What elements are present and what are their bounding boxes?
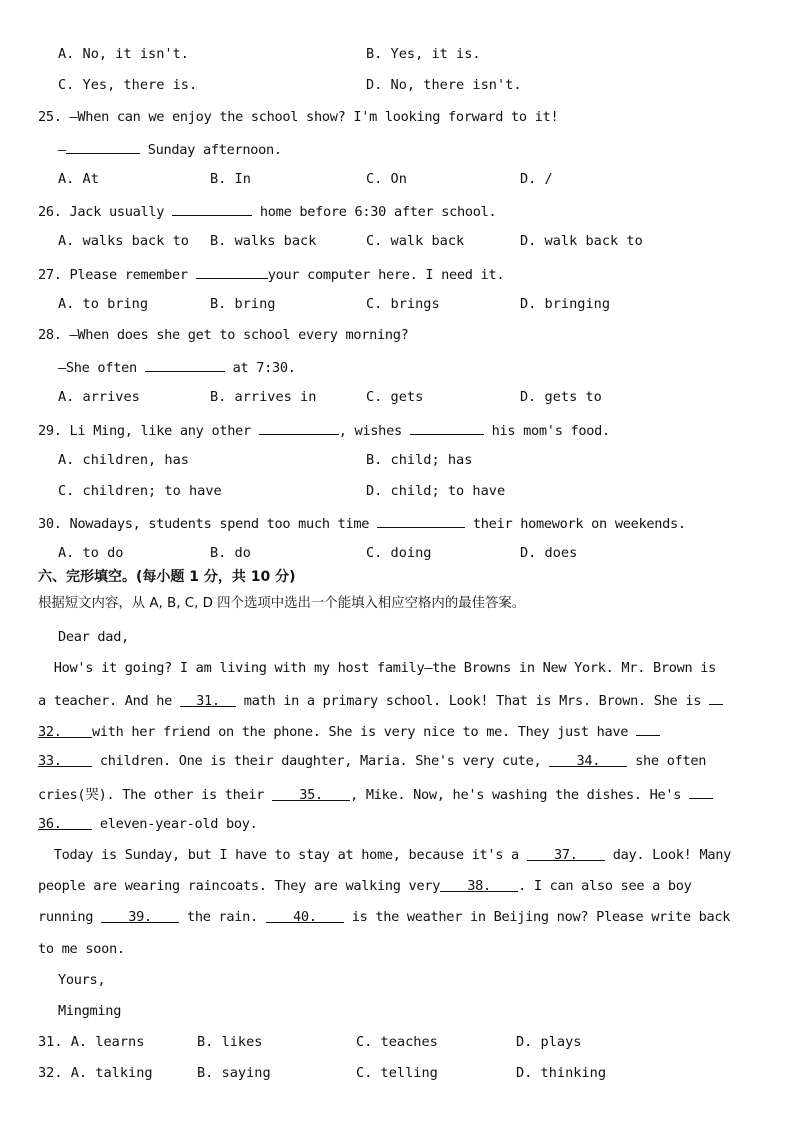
q27-option-d: D. bringing xyxy=(520,296,611,312)
q30-option-d: D. does xyxy=(520,545,578,561)
blank-38: 38. xyxy=(440,877,518,892)
q27-option-b: B. bring xyxy=(210,296,276,312)
q32-option-c: C. telling xyxy=(356,1065,438,1081)
q28-option-a: A. arrives xyxy=(58,389,140,405)
letter-salutation: Dear dad, xyxy=(58,629,129,645)
q24-option-b: B. Yes, it is. xyxy=(366,46,481,62)
q25-option-a: A. At xyxy=(58,171,99,187)
section-instruction: 根据短文内容，从 A, B, C, D 四个选项中选出一个能填入相应空格内的最佳答案。 xyxy=(38,596,526,611)
letter-closing: Yours, xyxy=(58,972,106,988)
q30-option-c: C. doing xyxy=(366,545,432,561)
blank-31: 31. xyxy=(180,692,236,707)
letter-line: Today is Sunday, but I have to stay at home, because it's a 37. day. Look! Many xyxy=(38,847,731,863)
q26-blank xyxy=(172,201,252,216)
q25-blank xyxy=(66,139,140,154)
q32-option-a: 32. A. talking xyxy=(38,1065,153,1081)
letter-line: to me soon. xyxy=(38,941,125,957)
q27-option-c: C. brings xyxy=(366,296,440,312)
q29-option-d: D. child; to have xyxy=(366,483,506,499)
letter-line: people are wearing raincoats. They are walking very 38. . I can also see a boy xyxy=(38,878,692,894)
blank-39: 39. xyxy=(101,908,179,923)
q26-option-d: D. walk back to xyxy=(520,233,643,249)
q27-stem: 27. Please remember your computer here. I need it. xyxy=(38,264,504,284)
blank-32: 32. xyxy=(38,723,92,738)
q26-option-c: C. walk back xyxy=(366,233,465,249)
blank-33-start xyxy=(636,721,660,736)
q25-option-b: B. In xyxy=(210,171,251,187)
section-heading: 六、完形填空。(每小题 1 分，共 10 分) xyxy=(38,569,296,585)
q25-reply: — Sunday afternoon. xyxy=(58,139,282,159)
q25-stem: 25. —When can we enjoy the school show? I'm looking forward to it! xyxy=(38,109,559,125)
q28-option-c: C. gets xyxy=(366,389,424,405)
q30-blank xyxy=(377,513,465,528)
q27-option-a: A. to bring xyxy=(58,296,149,312)
blank-35: 35. xyxy=(272,786,350,801)
letter-signature: Mingming xyxy=(58,1003,122,1019)
q31-option-c: C. teaches xyxy=(356,1034,438,1050)
q29-stem: 29. Li Ming, like any other , wishes his mom's food. xyxy=(38,420,610,440)
letter-line: 32. with her friend on the phone. She is very nice to me. They just have xyxy=(38,721,660,741)
q24-option-c: C. Yes, there is. xyxy=(58,77,198,93)
q31-option-b: B. likes xyxy=(197,1034,263,1050)
blank-36-start xyxy=(689,784,713,799)
blank-36: 36. xyxy=(38,815,92,830)
q30-option-b: B. do xyxy=(210,545,251,561)
blank-32-start xyxy=(709,690,723,705)
q26-option-a: A. walks back to xyxy=(58,233,189,249)
q29-option-b: B. child; has xyxy=(366,452,473,468)
q25-option-c: C. On xyxy=(366,171,407,187)
q28-option-d: D. gets to xyxy=(520,389,602,405)
q31-option-a: 31. A. learns xyxy=(38,1034,145,1050)
q27-blank xyxy=(196,264,268,279)
q30-option-a: A. to do xyxy=(58,545,124,561)
letter-line: 33. children. One is their daughter, Maria. She's very cute, 34. she often xyxy=(38,753,707,769)
q24-option-a: A. No, it isn't. xyxy=(58,46,189,62)
q24-option-d: D. No, there isn't. xyxy=(366,77,522,93)
q29-option-c: C. children; to have xyxy=(58,483,222,499)
q32-option-d: D. thinking xyxy=(516,1065,607,1081)
q28-stem: 28. —When does she get to school every morning? xyxy=(38,327,409,343)
q29-option-a: A. children, has xyxy=(58,452,189,468)
q31-option-d: D. plays xyxy=(516,1034,582,1050)
letter-line: a teacher. And he 31. math in a primary school. Look! That is Mrs. Brown. She is xyxy=(38,690,723,710)
q32-option-b: B. saying xyxy=(197,1065,271,1081)
letter-line: How's it going? I am living with my host family—the Browns in New York. Mr. Brown is xyxy=(38,660,717,676)
q26-stem: 26. Jack usually home before 6:30 after school. xyxy=(38,201,496,221)
q28-reply: —She often at 7:30. xyxy=(58,357,296,377)
blank-34: 34. xyxy=(549,752,627,767)
blank-40: 40. xyxy=(266,908,344,923)
letter-line: running 39. the rain. 40. is the weather in Beijing now? Please write back xyxy=(38,909,731,925)
q29-blank-1 xyxy=(259,420,339,435)
q30-stem: 30. Nowadays, students spend too much time their homework on weekends. xyxy=(38,513,686,533)
letter-line: cries(哭). The other is their 35. , Mike. Now, he's washing the dishes. He's xyxy=(38,784,713,804)
letter-line: 36. eleven-year-old boy. xyxy=(38,816,258,832)
q28-option-b: B. arrives in xyxy=(210,389,317,405)
q28-blank xyxy=(145,357,225,372)
q25-option-d: D. / xyxy=(520,171,553,187)
q29-blank-2 xyxy=(410,420,484,435)
q26-option-b: B. walks back xyxy=(210,233,317,249)
blank-33: 33. xyxy=(38,752,92,767)
blank-37: 37. xyxy=(527,846,605,861)
